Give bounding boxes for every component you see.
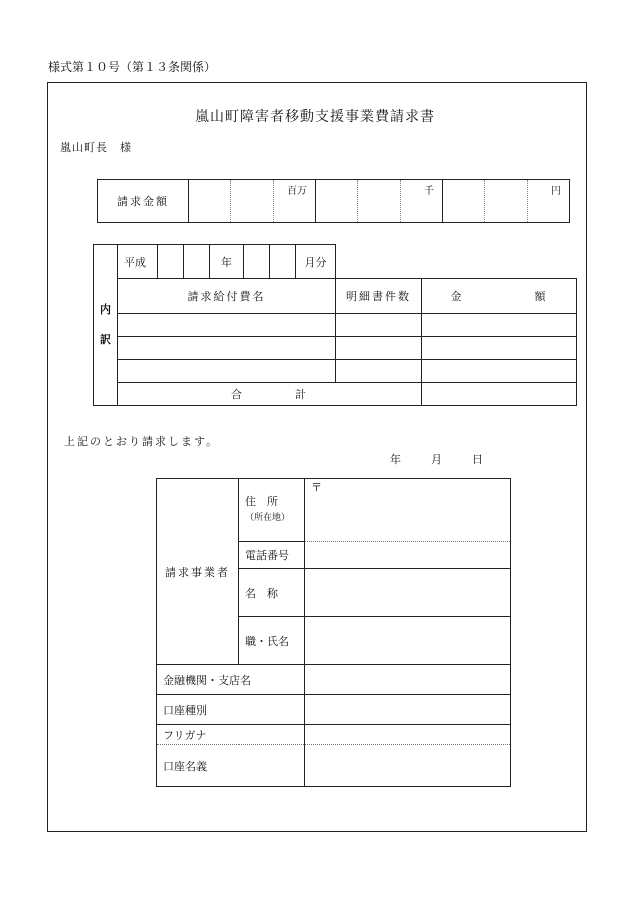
item-count-cell[interactable] xyxy=(336,314,422,337)
phone-field[interactable] xyxy=(305,542,511,569)
addressee: 嵐山町長 様 xyxy=(60,141,132,154)
item-amount-cell[interactable] xyxy=(422,337,577,360)
col-amount-header-2: 額 xyxy=(534,290,548,303)
col-amount-header-1: 金 xyxy=(450,290,464,303)
amount-digit-cell[interactable] xyxy=(442,180,484,223)
col-count-header: 明細書件数 xyxy=(336,279,422,314)
amount-digit-cell[interactable] xyxy=(315,180,357,223)
page-title: 嵐山町障害者移動支援事業費請求書 xyxy=(195,109,435,125)
representative-field[interactable] xyxy=(305,617,511,665)
period-blank xyxy=(336,245,577,279)
amount-digit-cell[interactable] xyxy=(358,180,400,223)
representative-label: 職・氏名 xyxy=(239,617,305,665)
total-label-1: 合 xyxy=(231,388,244,401)
bank-label: 金融機関・支店名 xyxy=(157,665,305,695)
item-name-cell[interactable] xyxy=(118,314,336,337)
period-year-label: 年 xyxy=(210,245,244,279)
amount-unit-yen[interactable]: 円 xyxy=(527,180,569,223)
period-month-label: 月分 xyxy=(296,245,336,279)
item-amount-cell[interactable] xyxy=(422,360,577,383)
amount-digit-cell[interactable] xyxy=(189,180,231,223)
address-label-main: 住 所 xyxy=(245,495,278,508)
breakdown-side-top: 内 xyxy=(100,303,111,316)
breakdown-table xyxy=(93,244,577,406)
amount-digit-cell[interactable] xyxy=(485,180,527,223)
name-field[interactable] xyxy=(305,569,511,617)
period-year-cell[interactable] xyxy=(184,245,210,279)
date-day-label: 日 xyxy=(472,453,483,466)
account-type-label: 口座種別 xyxy=(157,695,305,725)
total-label xyxy=(118,383,422,406)
bank-field[interactable] xyxy=(305,665,511,695)
period-year-cell[interactable] xyxy=(158,245,184,279)
item-amount-cell[interactable] xyxy=(422,314,577,337)
amount-digit-cell[interactable] xyxy=(231,180,273,223)
furigana-label: フリガナ xyxy=(157,725,305,745)
account-name-field[interactable] xyxy=(305,745,511,787)
name-label: 名 称 xyxy=(239,569,305,617)
claim-date xyxy=(390,451,483,467)
claim-statement: 上記のとおり請求します。 xyxy=(64,435,220,448)
form-number: 様式第１０号（第１３条関係） xyxy=(48,60,217,74)
claimant-table xyxy=(156,478,511,787)
item-name-cell[interactable] xyxy=(118,337,336,360)
col-item-header: 請求給付費名 xyxy=(118,279,336,314)
furigana-field[interactable] xyxy=(305,725,511,745)
period-era: 平成 xyxy=(118,245,158,279)
period-month-cell[interactable] xyxy=(244,245,270,279)
item-count-cell[interactable] xyxy=(336,360,422,383)
amount-label: 請求金額 xyxy=(98,180,189,223)
breakdown-side-bottom: 訳 xyxy=(100,333,111,346)
date-month-label: 月 xyxy=(431,453,442,466)
account-type-field[interactable] xyxy=(305,695,511,725)
total-label-2: 計 xyxy=(295,388,308,401)
item-count-cell[interactable] xyxy=(336,337,422,360)
account-name-label: 口座名義 xyxy=(157,745,305,787)
address-label-sub: （所在地） xyxy=(245,513,291,523)
claimant-label: 請求事業者 xyxy=(157,479,239,665)
amount-table xyxy=(97,179,570,223)
breakdown-side-label xyxy=(94,245,118,406)
item-name-cell[interactable] xyxy=(118,360,336,383)
postal-mark: 〒 xyxy=(311,481,322,494)
col-amount-header xyxy=(422,279,577,314)
amount-unit-million[interactable]: 百万 xyxy=(273,180,315,223)
amount-unit-thousand[interactable]: 千 xyxy=(400,180,442,223)
phone-label: 電話番号 xyxy=(239,542,305,569)
address-field[interactable] xyxy=(305,479,511,542)
address-label xyxy=(239,479,305,542)
total-amount-cell[interactable] xyxy=(422,383,577,406)
date-year-label: 年 xyxy=(390,453,401,466)
period-month-cell[interactable] xyxy=(270,245,296,279)
